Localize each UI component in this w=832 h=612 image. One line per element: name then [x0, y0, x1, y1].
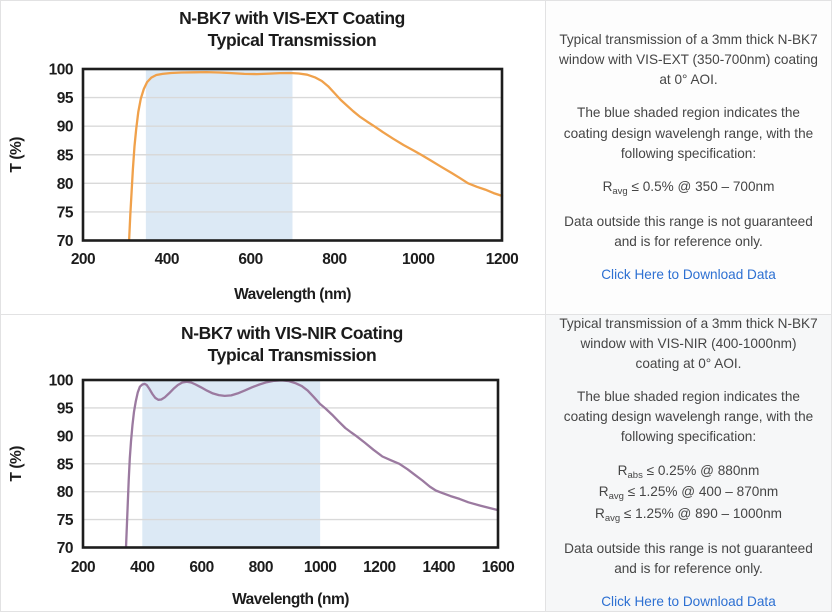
- y-tick-label: 75: [56, 512, 73, 530]
- vis-nir-chart-panel: [1, 315, 545, 611]
- y-tick-label: 80: [56, 175, 73, 193]
- x-tick-label: 1000: [401, 251, 435, 268]
- spec-line: $R_{avg} \le 1.25\%$ @ 400 – 870nm: [598, 484, 779, 503]
- disclaimer-text: Data outside this range is not guaranteed and is for reference only.: [564, 540, 813, 576]
- y-tick-label: 100: [48, 61, 73, 79]
- y-tick-label: 80: [56, 484, 73, 502]
- shaded-region-note: The blue shaded region indicates the coating design wavelengh range, with the following specification:: [563, 105, 814, 161]
- y-tick-label: 85: [56, 456, 73, 474]
- x-tick-label: 400: [130, 559, 155, 576]
- disclaimer-text: Data outside this range is not guaranteed and is for reference only.: [564, 213, 813, 249]
- x-axis-label: Wavelength (nm): [234, 286, 351, 303]
- x-tick-label: 1000: [303, 559, 337, 576]
- x-tick-label: 1200: [485, 251, 519, 268]
- x-tick-label: 400: [154, 251, 179, 268]
- download-data-link[interactable]: Click Here to Download Data: [601, 594, 776, 610]
- x-tick-label: 800: [248, 559, 274, 576]
- vis-ext-info-panel: [545, 1, 831, 315]
- spec-line: $R_{avg} \le 0.5\%$ @ 350 – 700nm: [602, 178, 775, 197]
- coating-description: Typical transmission of a 3mm thick N-BK7 window with VIS-EXT (350-700nm) coating at 0° AOI.: [559, 32, 818, 88]
- chart-title: N-BK7 with VIS-NIR Coating: [181, 323, 403, 343]
- chart-title-block: [39, 7, 545, 51]
- vis-ext-chart-panel: [1, 1, 545, 315]
- coating-description: Typical transmission of a 3mm thick N-BK7 window with VIS-NIR (400-1000nm) coating at 0° AOI.: [559, 315, 818, 372]
- x-tick-label: 600: [189, 559, 214, 576]
- y-tick-label: 75: [56, 204, 73, 222]
- y-tick-label: 100: [48, 372, 73, 390]
- y-tick-label: 85: [56, 147, 73, 165]
- x-tick-label: 1200: [363, 559, 396, 576]
- download-data-link[interactable]: Click Here to Download Data: [601, 266, 776, 282]
- y-tick-label: 90: [56, 428, 73, 446]
- x-tick-label: 1400: [422, 559, 455, 576]
- chart-title-block: [39, 322, 545, 366]
- y-tick-label: 70: [56, 540, 73, 557]
- y-tick-label: 95: [56, 90, 73, 108]
- spec-line: $R_{avg} \le 1.25\%$ @ 890 – 1000nm: [595, 506, 782, 525]
- vis-nir-info-panel: [545, 315, 831, 611]
- y-axis-label: T (%): [8, 446, 25, 482]
- x-tick-label: 600: [238, 251, 263, 268]
- coating-specs: [559, 461, 818, 526]
- coating-specs: [559, 177, 818, 199]
- spec-line: $R_{abs} \le 0.25\%$ @ 880nm: [617, 462, 760, 481]
- shaded-region-note: The blue shaded region indicates the coating design wavelengh range, with the following specification:: [563, 389, 814, 445]
- chart-title: N-BK7 with VIS-EXT Coating: [179, 8, 405, 28]
- x-axis-label: Wavelength (nm): [232, 591, 349, 608]
- x-tick-label: 1600: [481, 559, 515, 576]
- x-tick-label: 800: [322, 251, 347, 268]
- x-tick-label: 200: [70, 559, 96, 576]
- y-axis-label: T (%): [8, 137, 25, 173]
- chart-subtitle: Typical Transmission: [207, 30, 377, 50]
- x-tick-label: 200: [70, 251, 96, 268]
- chart-subtitle: Typical Transmission: [207, 345, 377, 365]
- y-tick-label: 70: [56, 233, 73, 250]
- y-tick-label: 90: [56, 118, 73, 136]
- y-tick-label: 95: [56, 400, 73, 418]
